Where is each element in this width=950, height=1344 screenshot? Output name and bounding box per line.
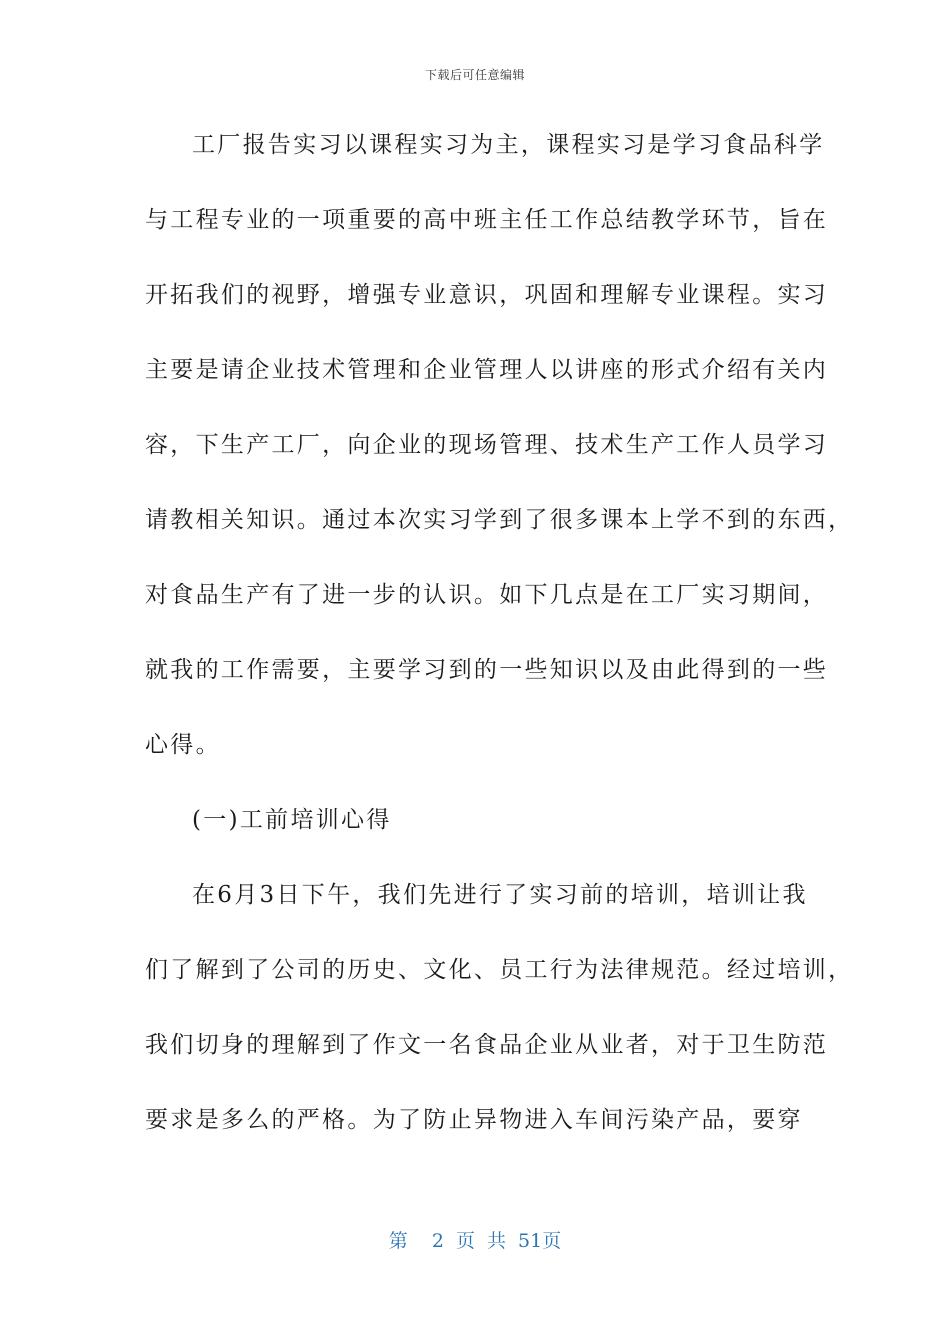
body-line: 工厂报告实习以课程实习为主，课程实习是学习食品科学 — [192, 132, 825, 158]
body-line: 就我的工作需要，主要学习到的一些知识以及由此得到的一些 — [145, 657, 829, 683]
page-number-footer: 第 2 页 共 51页 — [388, 1230, 562, 1252]
body-line: 主要是请企业技术管理和企业管理人以讲座的形式介绍有关内 — [145, 357, 829, 383]
body-line: 心得。 — [145, 732, 221, 758]
body-line: 我们切身的理解到了作文一名食品企业从业者，对于卫生防范 — [145, 1032, 829, 1058]
body-line: 开拓我们的视野，增强专业意识，巩固和理解专业课程。实习 — [145, 282, 829, 308]
section-heading: (一)工前培训心得 — [192, 807, 392, 833]
body-line: 与工程专业的一项重要的高中班主任工作总结教学环节，旨在 — [145, 207, 829, 233]
document-body — [145, 122, 854, 1172]
body-line: 要求是多么的严格。为了防止异物进入车间污染产品，要穿 — [145, 1107, 803, 1133]
body-line: 对食品生产有了进一步的认识。如下几点是在工厂实习期间， — [145, 582, 829, 608]
body-line: 在6月3日下午，我们先进行了实习前的培训，培训让我 — [192, 882, 808, 908]
body-line: 容，下生产工厂，向企业的现场管理、技术生产工作人员学习 — [145, 432, 829, 458]
page-header: 下载后可任意编辑 — [424, 68, 525, 82]
body-line: 请教相关知识。通过本次实习学到了很多课本上学不到的东西， — [145, 507, 854, 533]
body-line: 们了解到了公司的历史、文化、员工行为法律规范。经过培训， — [145, 957, 854, 983]
